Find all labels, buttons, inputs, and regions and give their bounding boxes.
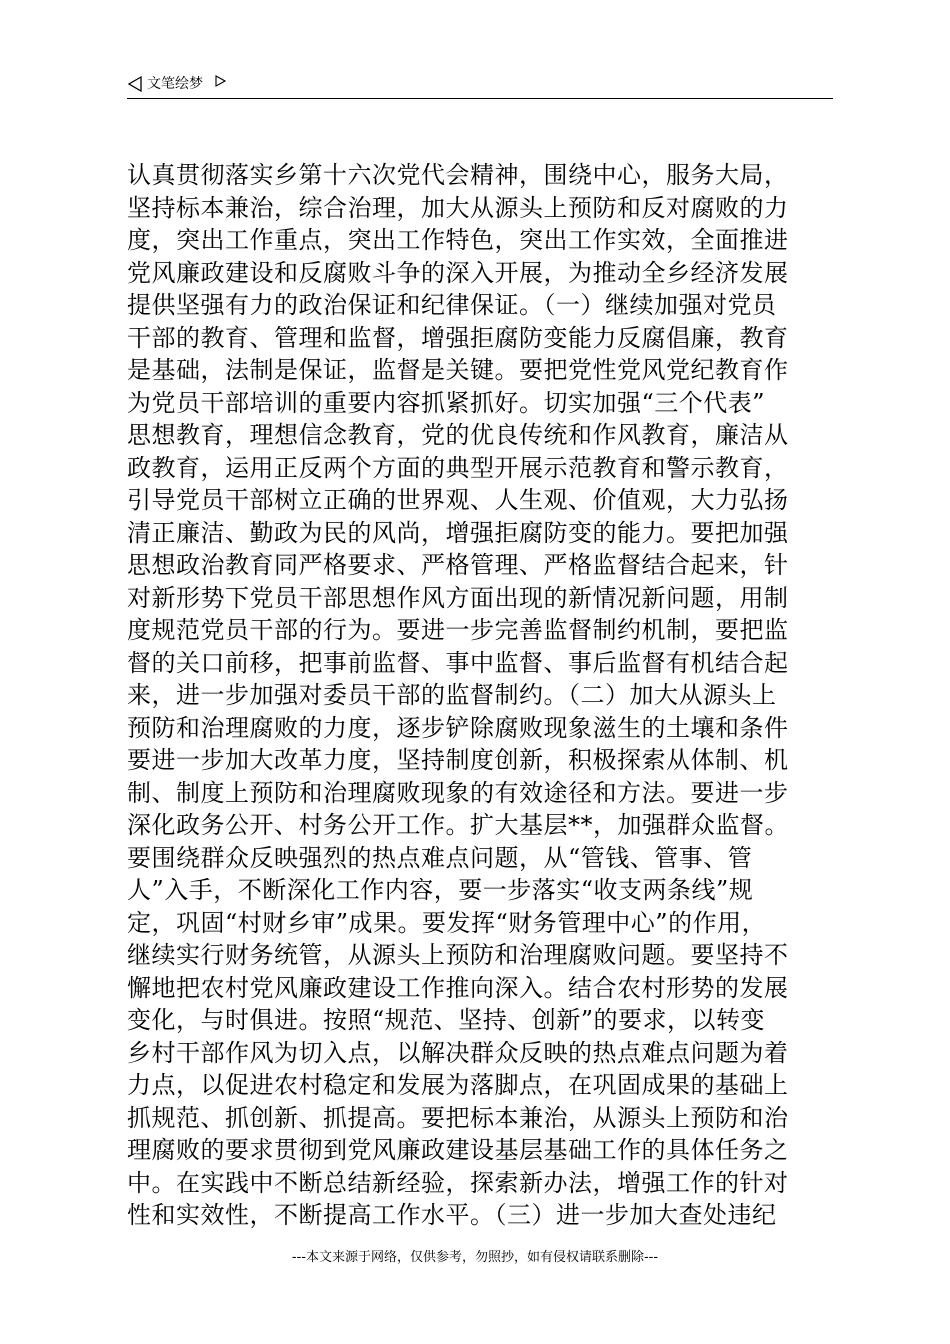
body-text-line: 性和实效性，不断提高工作水平。（三）进一步加大查处违纪 <box>127 1201 777 1229</box>
body-text-line: 变化，与时俱进。按照“规范、坚持、创新”的要求，以转变 <box>127 1006 766 1034</box>
body-text-line: 定，巩固“村财乡审”成果。要发挥“财务管理中心”的作用， <box>127 908 767 937</box>
body-text-line: 深化政务公开、村务公开工作。扩大基层**，加强群众监督。 <box>127 811 789 839</box>
body-text-line: 对新形势下党员干部思想作风方面出现的新情况新问题，用制 <box>127 583 789 612</box>
body-text-line: 思想政治教育同严格要求、严格管理、严格监督结合起来，针 <box>127 551 789 579</box>
body-text-line: 干部的教育、管理和监督，增强拒腐防变能力反腐倡廉，教育 <box>127 323 789 352</box>
body-text-line: 清正廉洁、勤政为民的风尚，增强拒腐防变的能力。要把加强 <box>127 518 789 547</box>
body-text-line: 人”入手，不断深化工作内容，要一步落实“收支两条线”规 <box>127 876 754 904</box>
body-text-line: 为党员干部培训的重要内容抓紧抓好。切实加强“三个代表” <box>127 388 766 417</box>
header-title: 文笔绘梦 <box>147 76 203 92</box>
body-text-line: 理腐败的要求贯彻到党风廉政建设基层基础工作的具体任务之 <box>127 1136 789 1164</box>
page-header <box>127 74 833 99</box>
footer-disclaimer: ---本文来源于网络，仅供参考，勿照抄，如有侵权请联系删除--- <box>291 1250 659 1265</box>
body-text-line: 引导党员干部树立正确的世界观、人生观、价值观，大力弘扬 <box>127 486 789 514</box>
body-text-line: 政教育，运用正反两个方面的典型开展示范教育和警示教育， <box>127 453 789 482</box>
body-text-line: 是基础，法制是保证，监督是关键。要把党性党风党纪教育作 <box>127 356 789 384</box>
body-text-line: 提供坚强有力的政治保证和纪律保证。（一）继续加强对党员 <box>127 291 777 319</box>
body-text-line: 制、制度上预防和治理腐败现象的有效途径和方法。要进一步 <box>127 778 789 807</box>
body-text-line: 坚持标本兼治，综合治理，加大从源头上预防和反对腐败的力 <box>127 193 789 222</box>
body-text-line: 要围绕群众反映强烈的热点难点问题，从“管钱、管事、管 <box>127 843 753 872</box>
body-text-line: 懈地把农村党风廉政建设工作推向深入。结合农村形势的发展 <box>127 973 789 1002</box>
body-text-line: 继续实行财务统管，从源头上预防和治理腐败问题。要坚持不 <box>127 941 789 969</box>
body-text-line: 认真贯彻落实乡第十六次党代会精神，围绕中心，服务大局， <box>127 161 789 189</box>
body-text-line: 力点，以促进农村稳定和发展为落脚点，在巩固成果的基础上 <box>127 1071 789 1099</box>
body-text-line: 中。在实践中不断总结新经验，探索新办法，增强工作的针对 <box>127 1168 789 1197</box>
body-text-line: 来，进一步加强对委员干部的监督制约。（二）加大从源头上 <box>127 681 777 709</box>
body-text-line: 度，突出工作重点，突出工作特色，突出工作实效，全面推进 <box>127 226 789 254</box>
triangle-left-outline-icon <box>127 76 143 92</box>
body-text-line: 度规范党员干部的行为。要进一步完善监督制约机制，要把监 <box>127 616 789 644</box>
body-text-line: 思想教育，理想信念教育，党的优良传统和作风教育，廉洁从 <box>127 421 789 449</box>
body-text-line: 乡村干部作风为切入点，以解决群众反映的热点难点问题为着 <box>127 1038 789 1067</box>
body-text-line: 党风廉政建设和反腐败斗争的深入开展，为推动全乡经济发展 <box>127 258 789 287</box>
body-text-line: 抓规范、抓创新、抓提高。要把标本兼治，从源头上预防和治 <box>127 1103 789 1132</box>
document-body <box>127 159 847 1232</box>
body-text-line: 预防和治理腐败的力度，逐步铲除腐败现象滋生的土壤和条件 <box>127 713 789 742</box>
body-text-line: 督的关口前移，把事前监督、事中监督、事后监督有机结合起 <box>127 648 789 677</box>
triangle-right-outline-icon <box>215 75 226 87</box>
body-text-line: 要进一步加大改革力度，坚持制度创新，积极探索从体制、机 <box>127 746 789 774</box>
